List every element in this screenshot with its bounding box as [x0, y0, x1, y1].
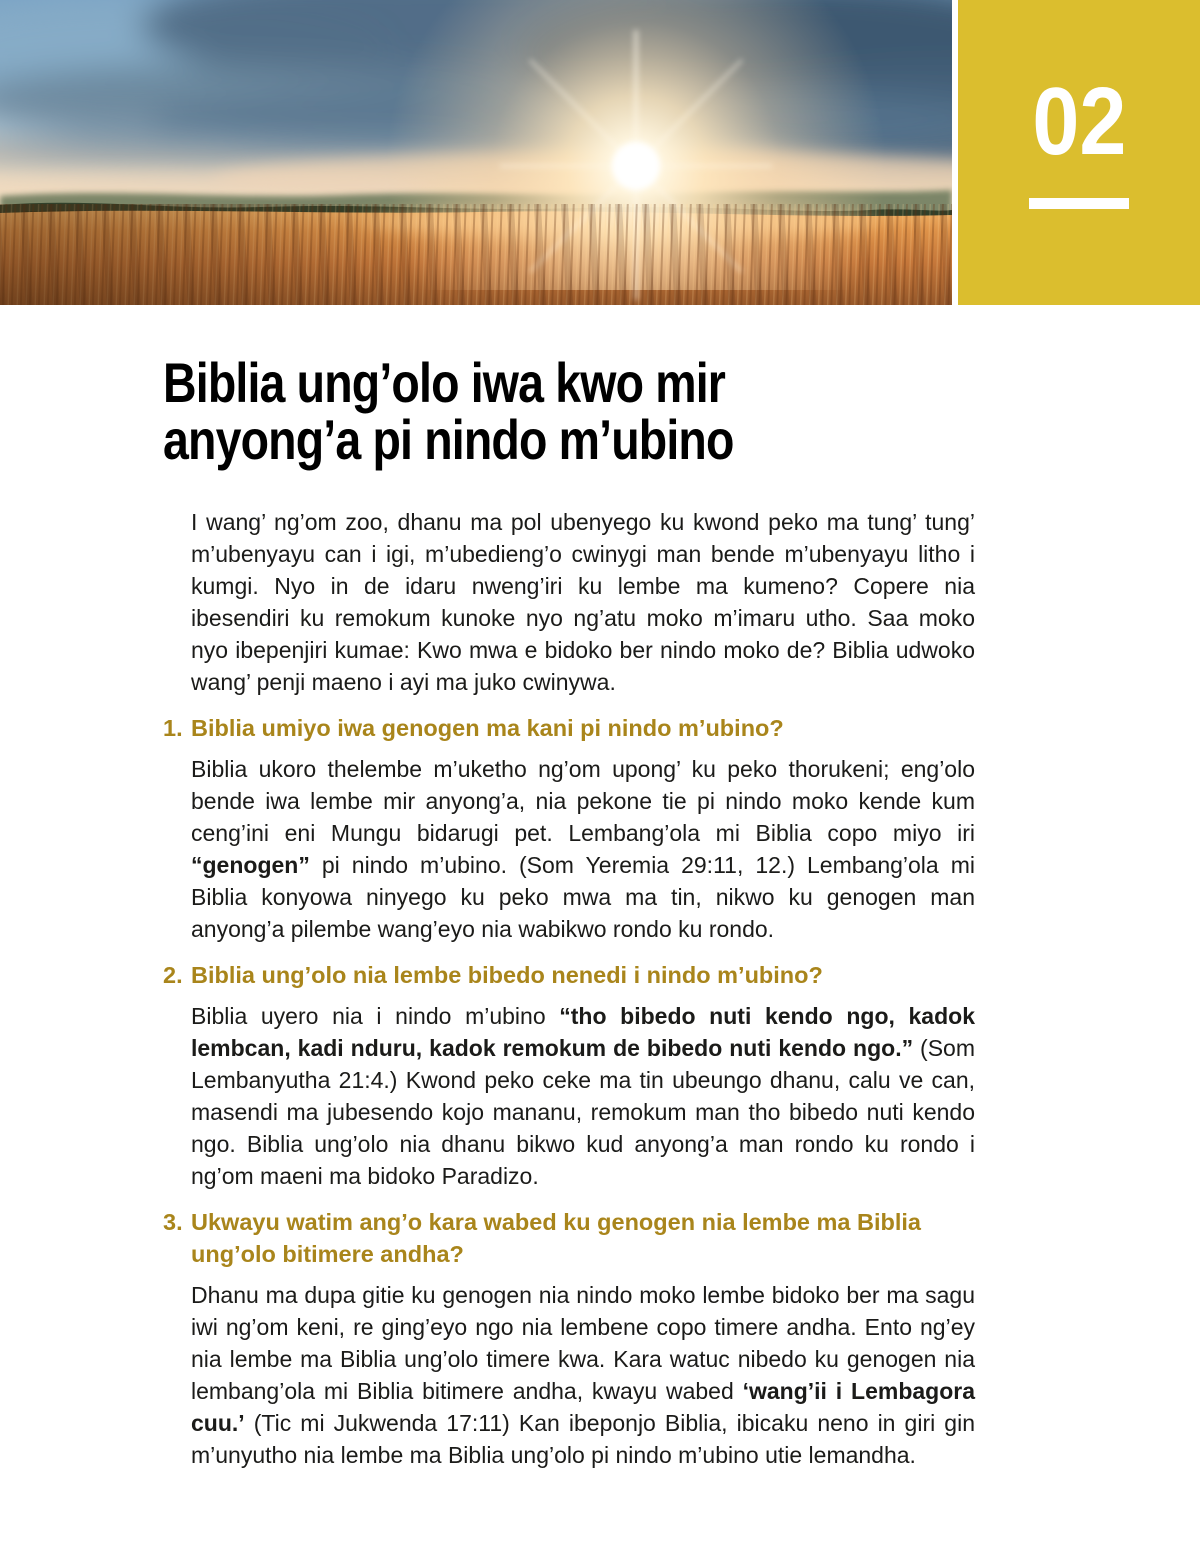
question-3-text: Ukwayu watim ang’o kara wabed ku genogen nia lembe ma Biblia ung’olo bitimere andha?: [191, 1209, 922, 1267]
lesson-title-line-2: anyong’a pi nindo m’ubino: [163, 408, 734, 471]
question-1: [163, 712, 975, 744]
question-2-number: 2.: [163, 962, 183, 988]
wheat-field-sunset-photo: [0, 0, 952, 305]
lesson-title-line-1: Biblia ung’olo iwa kwo mir: [163, 351, 726, 414]
intro-paragraph: I wang’ ng’om zoo, dhanu ma pol ubenyego ku kwond peko ma tung’ tung’ m’ubenyayu can i igi, m’ubedieng’o cwinygi man bende m’ubenyayu litho i kumgi. Nyo in de idaru nweng’iri ku lembe ma kumeno? Copere nia ibesendiri ku remokum kunoke nyo ng’atu moko m’imaru utho. Saa moko nyo ibepenjiri kumae: Kwo mwa e bidoko ber nindo moko de? Biblia udwoko wang’ penji maeno i ayi ma juko cwinywa.: [191, 509, 975, 695]
chapter-number-underline: [1029, 198, 1129, 209]
answer-paragraph-3: Dhanu ma dupa gitie ku genogen nia nindo moko lembe bidoko ber ma sagu iwi ng’om keni, re ging’eyo ngo nia lembene copo timere andha. Ento ng’ey nia lembe ma Biblia ung’olo timere kwa. Kara watuc nibedo ku genogen nia lembang’ola mi Biblia bitimere andha, kwayu wabed ‘wang’ii i Lembagora cuu.’ (Tic mi Jukwenda 17:11) Kan ibeponjo Biblia, ibicaku neno in giri gin m’unyutho nia lembe ma Biblia ung’olo pi nindo m’ubino utie lemandha.: [191, 1282, 976, 1468]
question-2: [163, 959, 975, 991]
section-1: [163, 712, 975, 945]
page-header: [0, 0, 1200, 305]
question-1-number: 1.: [163, 715, 183, 741]
lesson-content: [163, 305, 975, 1471]
question-2-text: Biblia ung’olo nia lembe bibedo nenedi i nindo m’ubino?: [191, 962, 823, 988]
question-3-number: 3.: [163, 1209, 183, 1235]
lesson-title: [163, 351, 975, 471]
section-3: [163, 1206, 975, 1471]
section-2: [163, 959, 975, 1192]
answer-paragraph-2: Biblia uyero nia i nindo m’ubino “tho bibedo nuti kendo ngo, kadok lembcan, kadi nduru, kadok remokum de bibedo nuti kendo ngo.” (Som Lembanyutha 21:4.) Kwond peko ceke ma tin ubeungo dhanu, calu ve can, masendi ma jubesendo kojo mananu, remokum man tho bibedo nuti kendo ngo. Biblia ung’olo nia dhanu bikwo kud anyong’a man rondo ku rondo i ng’om maeni ma bidoko Paradizo.: [191, 1003, 976, 1189]
question-1-text: Biblia umiyo iwa genogen ma kani pi nindo m’ubino?: [191, 715, 784, 741]
answer-paragraph-1: Biblia ukoro thelembe m’uketho ng’om upong’ ku peko thorukeni; eng’olo bende iwa lembe mir anyong’a, nia pekone tie pi nindo moko kende kum ceng’ini eni Mungu bidarugi pet. Lembang’ola mi Biblia copo miyo iri “genogen” pi nindo m’ubino. (Som Yeremia 29:11, 12.) Lembang’ola mi Biblia konyowa ninyego ku peko mwa ma tin, nikwo ku genogen man anyong’a pilembe wang’eyo nia wabikwo rondo ku rondo.: [191, 756, 975, 942]
chapter-badge: [958, 0, 1200, 305]
question-3: [163, 1206, 975, 1270]
chapter-number: 02: [1032, 68, 1126, 175]
